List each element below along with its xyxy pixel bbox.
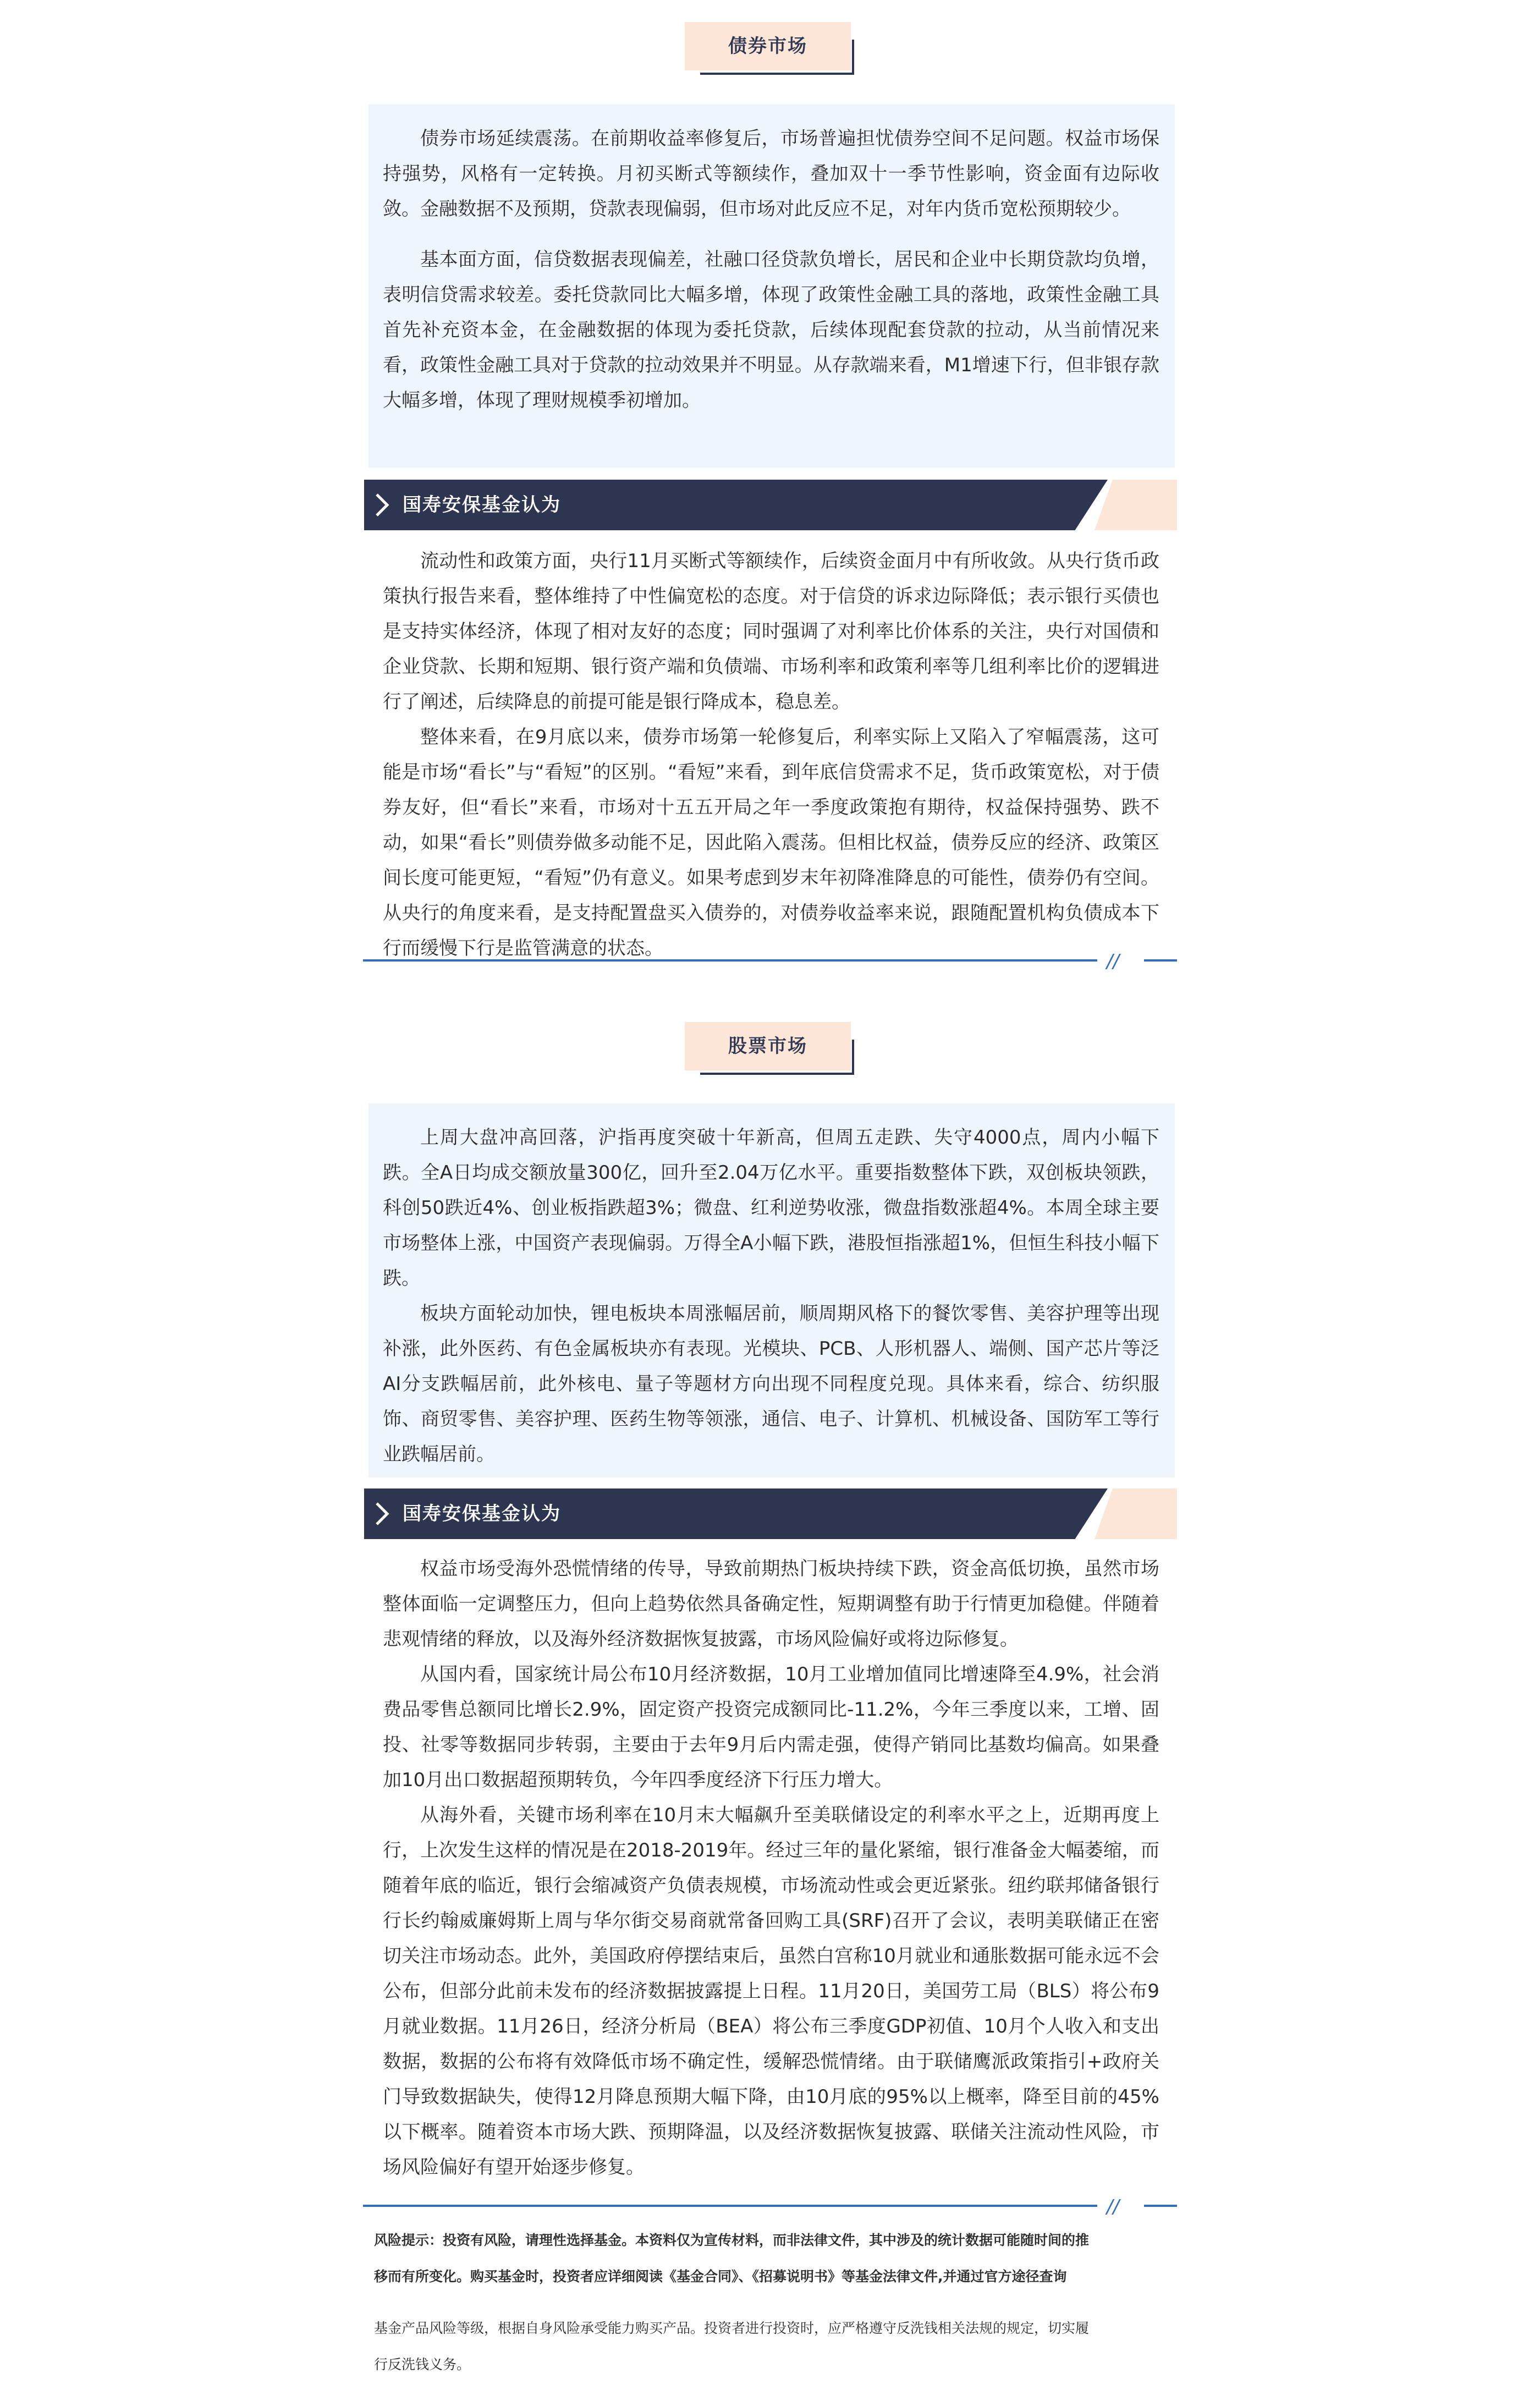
risk-line-3: 基金产品风险等级，根据自身风险承受能力购买产品。投资者进行投资时，应严格遵守反洗钱相关法规的规定，切实履 [374,2320,1090,2336]
stock-view-paragraph-3: 从海外看，关键市场利率在10月末大幅飙升至美联储设定的利率水平之上，近期再度上行，上次发生这样的情况是在2018-2019年。经过三年的量化紧缩，银行准备金大幅萎缩，而随着年底的临近，银行会缩减资产负债表规模，市场流动性或会更近紧张。纽约联邦储备银行行长约翰威廉姆斯上周与华尔街交易商就常备回购工具(SRF)召开了会议，表明美联储正在密切关注市场动态。此外，美国政府停摆结束后，虽然白宫称10月就业和通胀数据可能永远不会公布，但部分此前未发布的经济数据披露提上日程。11月20日，美国劳工局（BLS）将公布9月就业数据。11月26日，经济分析局（BEA）将公布三季度GDP初值、10月个人收入和支出数据，数据的公布将有效降低市场不确定性，缓解恐慌情绪。由于联储鹰派政策指引+政府关门导致数据缺失，使得12月降息预期大幅下降，由10月底的95%以上概率，降至目前的45%以下概率。随着资本市场大跌、预期降温，以及经济数据恢复披露、联储关注流动性风险，市场风险偏好有望开始逐步修复。 [383,1804,1159,2178]
stock-view-banner-title: 国寿安保基金认为 [403,1503,561,1525]
tag-corner-line [852,40,854,75]
chevron-right-icon [374,1502,391,1526]
stock-summary-box [369,1103,1175,1477]
risk-disclaimer-continued [374,2310,1169,2383]
stock-view-paragraph-2: 从国内看，国家统计局公布10月经济数据，10月工业增加值同比增速降至4.9%，社会消费品零售总额同比增长2.9%，固定资产投资完成额同比-11.2%，今年三季度以来，工增、固投、社零等数据同步转弱，主要由于去年9月后内需走强，使得产销同比基数均偏高。如果叠加10月出口数据超预期转负，今年四季度经济下行压力增大。 [383,1663,1159,1791]
stock-view-banner [364,1488,1177,1539]
bond-view-banner [364,480,1177,530]
stock-summary-paragraph-1: 上周大盘冲高回落，沪指再度突破十年新高，但周五走跌、失守4000点，周内小幅下跌。全A日均成交额放量300亿，回升至2.04万亿水平。重要指数整体下跌，双创板块领跌，科创50跌近4%、创业板指跌超3%；微盘、红利逆势收涨，微盘指数涨超4%。本周全球主要市场整体上涨，中国资产表现偏弱。万得全A小幅下跌，港股恒指涨超1%，但恒生科技小幅下跌。 [383,1127,1159,1289]
divider-line-left [363,2205,1097,2207]
stock-summary-paragraph-2: 板块方面轮动加快，锂电板块本周涨幅居前，顺周期风格下的餐饮零售、美容护理等出现补涨，此外医药、有色金属板块亦有表现。光模块、PCB、人形机器人、端侧、国产芯片等泛AI分支跌幅居前，此外核电、量子等题材方向出现不同程度兑现。具体来看，综合、纺织服饰、商贸零售、美容护理、医药生物等领涨，通信、电子、计算机、机械设备、国防军工等行业跌幅居前。 [383,1303,1159,1465]
bond-market-title: 债券市场 [728,35,807,57]
bond-view-paragraph-2: 整体来看，在9月底以来，债券市场第一轮修复后，利率实际上又陷入了窄幅震荡，这可能是市场“看长”与“看短”的区别。“看短”来看，到年底信贷需求不足，货币政策宽松，对于债券友好，但“看长”来看，市场对十五五开局之年一季度政策抱有期待，权益保持强势、跌不动，如果“看长”则债券做多动能不足，因此陷入震荡。但相比权益，债券反应的经济、政策区间长度可能更短，“看短”仍有意义。如果考虑到岁末年初降准降息的可能性，债券仍有空间。从央行的角度来看，是支持配置盘买入债券的，对债券收益率来说，跟随配置机构负债成本下行而缓慢下行是监管满意的状态。 [383,726,1159,959]
tag-underline [700,73,854,75]
bond-view-body [369,543,1175,966]
stock-market-title: 股票市场 [728,1035,807,1057]
bond-section-divider [363,952,1177,974]
stock-section-divider [363,2197,1177,2219]
divider-line-right [1144,959,1177,962]
bond-view-banner-title: 国寿安保基金认为 [403,494,561,516]
chevron-right-icon [374,493,391,517]
tag-underline [700,1073,854,1075]
risk-line-4: 行反洗钱义务。 [374,2356,471,2372]
bond-summary-box [369,105,1175,468]
bond-summary-paragraph-2: 基本面方面，信贷数据表现偏差，社融口径贷款负增长，居民和企业中长期贷款均负增，表明信贷需求较差。委托贷款同比大幅多增，体现了政策性金融工具的落地，政策性金融工具首先补充资本金，在金融数据的体现为委托贷款，后续体现配套贷款的拉动，从当前情况来看，政策性金融工具对于贷款的拉动效果并不明显。从存款端来看，M1增速下行，但非银存款大幅多增，体现了理财规模季初增加。 [383,249,1159,411]
bond-summary-paragraph-1: 债券市场延续震荡。在前期收益率修复后，市场普遍担忧债券空间不足问题。权益市场保持强势，风格有一定转换。月初买断式等额续作，叠加双十一季节性影响，资金面有边际收敛。金融数据不及预期，贷款表现偏弱，但市场对此反应不足，对年内货币宽松预期较少。 [383,128,1159,220]
stock-view-body [369,1551,1175,2185]
stock-market-tag [685,1022,861,1075]
divider-line-left [363,959,1097,962]
risk-line-2: 移而有所变化。购买基金时，投资者应详细阅读《基金合同》、《招募说明书》等基金法律文件,并通过官方途径查询 [374,2268,1067,2284]
bond-market-tag [685,22,861,75]
divider-slash-mark: // [1107,2196,1119,2218]
stock-view-paragraph-1: 权益市场受海外恐慌情绪的传导，导致前期热门板块持续下跌，资金高低切换，虽然市场整体面临一定调整压力，但向上趋势依然具备确定性，短期调整有助于行情更加稳健。伴随着悲观情绪的释放，以及海外经济数据恢复披露，市场风险偏好或将边际修复。 [383,1558,1159,1650]
risk-line-1: 风险提示：投资有风险，请理性选择基金。本资料仅为宣传材料，而非法律文件，其中涉及的统计数据可能随时间的推 [374,2232,1090,2248]
banner-peach-tab [1094,480,1177,530]
tag-corner-line [852,1040,854,1075]
divider-line-right [1144,2205,1177,2207]
divider-slash-mark: // [1107,951,1119,973]
risk-disclaimer [374,2222,1169,2295]
banner-peach-tab [1094,1488,1177,1539]
bond-view-paragraph-1: 流动性和政策方面，央行11月买断式等额续作，后续资金面月中有所收敛。从央行货币政策执行报告来看，整体维持了中性偏宽松的态度。对于信贷的诉求边际降低；表示银行买债也是支持实体经济，体现了相对友好的态度；同时强调了对利率比价体系的关注，央行对国债和企业贷款、长期和短期、银行资产端和负债端、市场利率和政策利率等几组利率比价的逻辑进行了阐述，后续降息的前提可能是银行降成本，稳息差。 [383,550,1159,713]
